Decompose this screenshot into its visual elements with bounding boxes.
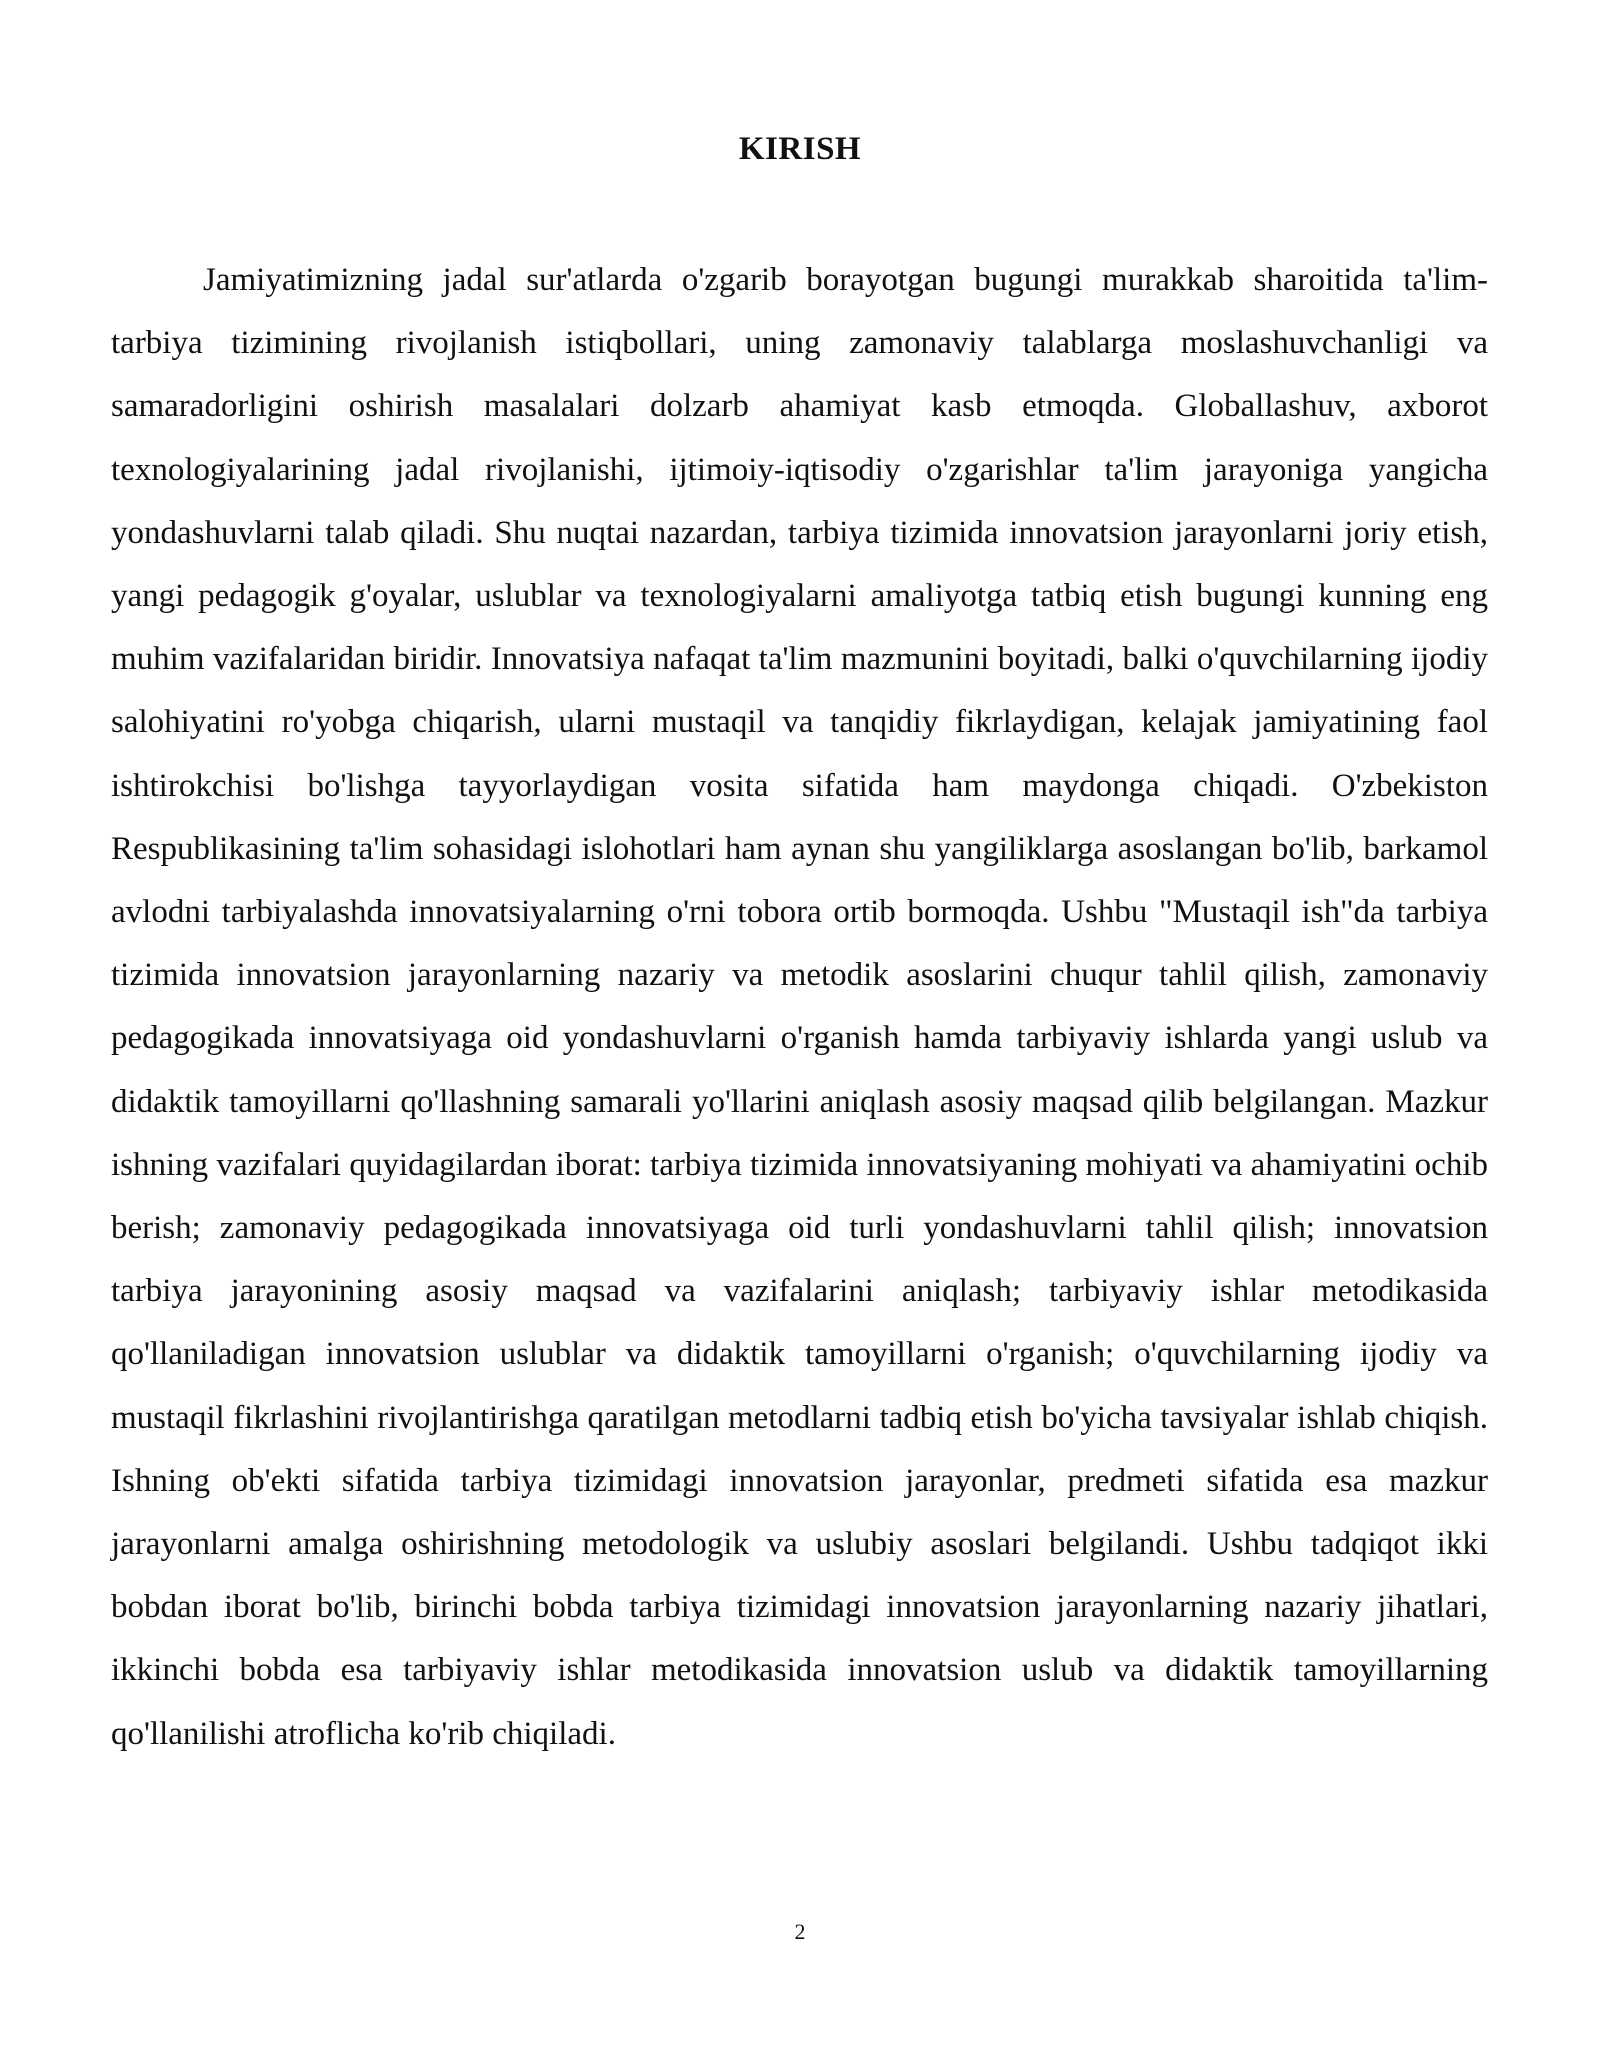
- page-number: 2: [794, 1919, 806, 1944]
- page-title: KIRISH: [738, 131, 862, 168]
- introduction-paragraph: Jamiyatimizning jadal sur'atlarda o'zgarib borayotgan bugungi murakkab sharoitida ta'lim-tarbiya tizimining rivojlanish istiqbollari, uning zamonaviy talablarga moslashuvchanligi va samaradorligini oshirish masalalari dolzarb ahamiyat kasb etmoqda. Globallashuv, axborot texnologiyalarining jadal rivojlanishi, ijtimoiy-iqtisodiy o'zgarishlar ta'lim jarayoniga yangicha yondashuvlarni talab qiladi. Shu nuqtai nazardan, tarbiya tizimida innovatsion jarayonlarni joriy etish, yangi pedagogik g'oyalar, uslublar va texnologiyalarni amaliyotga tatbiq etish bugungi kunning eng muhim vazifalaridan biridir. Innovatsiya nafaqat ta'lim mazmunini boyitadi, balki o'quvchilarning ijodiy salohiyatini ro'yobga chiqarish, ularni mustaqil va tanqidiy fikrlaydigan, kelajak jamiyatining faol ishtirokchisi bo'lishga tayyorlaydigan vosita sifatida ham maydonga chiqadi. O'zbekiston Respublikasining ta'lim sohasidagi islohotlari ham aynan shu yangiliklarga asoslangan bo'lib, barkamol avlodni tarbiyalashda innovatsiyalarning o'rni tobora ortib bormoqda. Ushbu "Mustaqil ish"da tarbiya tizimida innovatsion jarayonlarning nazariy va metodik asoslarini chuqur tahlil qilish, zamonaviy pedagogikada innovatsiyaga oid yondashuvlarni o'rganish hamda tarbiyaviy ishlarda yangi uslub va didaktik tamoyillarni qo'llashning samarali yo'llarini aniqlash asosiy maqsad qilib belgilangan. Mazkur ishning vazifalari quyidagilardan iborat: tarbiya tizimida innovatsiyaning mohiyati va ahamiyatini ochib berish; zamonaviy pedagogikada innovatsiyaga oid turli yondashuvlarni tahlil qilish; innovatsion tarbiya jarayonining asosiy maqsad va vazifalarini aniqlash; tarbiyaviy ishlar metodikasida qo'llaniladigan innovatsion uslublar va didaktik tamoyillarni o'rganish; o'quvchilarning ijodiy va mustaqil fikrlashini rivojlantirishga qaratilgan metodlarni tadbiq etish bo'yicha tavsiyalar ishlab chiqish. Ishning ob'ekti sifatida tarbiya tizimidagi innovatsion jarayonlar, predmeti sifatida esa mazkur jarayonlarni amalga oshirishning metodologik va uslubiy asoslari belgilandi. Ushbu tadqiqot ikki bobdan iborat bo'lib, birinchi bobda tarbiya tizimidagi innovatsion jarayonlarning nazariy jihatlari, ikkinchi bobda esa tarbiyaviy ishlar metodikasida innovatsion uslub va didaktik tamoyillarning qo'llanilishi atroflicha ko'rib chiqiladi.: [111, 262, 1488, 1752]
